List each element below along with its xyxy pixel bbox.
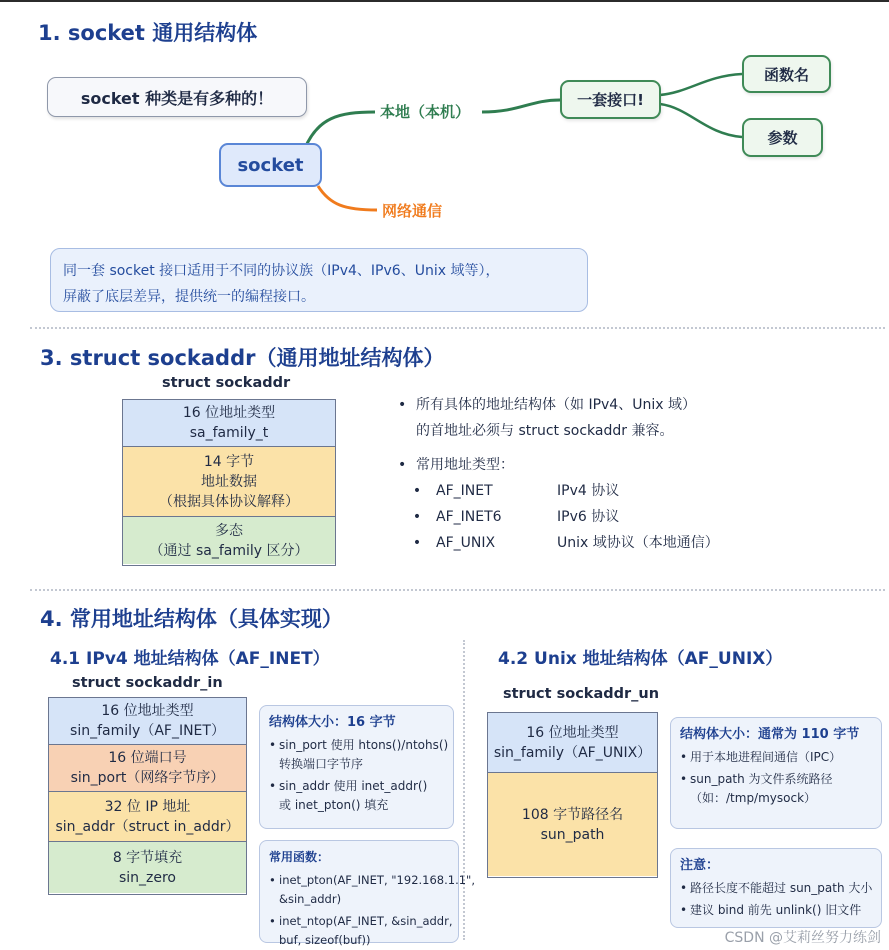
sin-zero-cell	[49, 842, 246, 893]
watermark: CSDN @艾莉丝努力练剑	[724, 930, 881, 946]
type-row-inet6: • AF_INET6 IPv6 协议	[398, 504, 719, 530]
cell-line: 32 位 IP 地址	[104, 798, 191, 815]
item-line: • sin_addr 使用 inet_addr()	[279, 779, 428, 793]
cell-line: sa_family_t	[189, 425, 269, 441]
sockaddr-in-layout	[48, 697, 247, 895]
sockaddr-family-cell	[123, 400, 335, 447]
branch-network-line	[318, 186, 377, 210]
cell-line: 多态	[215, 522, 243, 539]
item-line: （如：/tmp/mysock）	[690, 791, 817, 805]
cell-line: （根据具体协议解释）	[159, 493, 299, 510]
section1-note	[50, 248, 588, 312]
divider-2	[30, 589, 885, 591]
desc-line	[398, 418, 719, 444]
sun-family-cell	[488, 713, 657, 773]
sockaddr-in-struct-name: struct sockaddr_in	[72, 675, 223, 691]
ipv4-function-item	[269, 912, 453, 950]
type-desc: IPv4 协议	[557, 483, 620, 499]
section3-title: 3. struct sockaddr（通用地址结构体）	[40, 346, 445, 370]
note-line-1: 同一套 socket 接口适用于不同的协议族（IPv4、IPv6、Unix 域等），	[63, 263, 500, 279]
item-line: • 路径长度不能超过 sun_path 大小	[690, 881, 873, 895]
type-row-unix: • AF_UNIX Unix 域协议（本地通信）	[398, 530, 719, 556]
types-title-text: 常用地址类型：	[416, 457, 514, 473]
leaf-param-line	[660, 104, 742, 137]
cell-line: 14 字节	[203, 453, 255, 470]
sockaddr-description	[398, 392, 719, 556]
desc-line: • 所有具体的地址结构体（如 IPv4、Unix 域）	[398, 392, 719, 418]
desc-text: 所有具体的地址结构体（如 IPv4、Unix 域）	[416, 397, 696, 413]
cell-line: 16 位端口号	[108, 750, 187, 766]
ipv4-size-title: 结构体大小：16 字节	[269, 715, 396, 730]
cell-line: 地址数据	[201, 473, 257, 490]
cell-line: 16 位地址类型	[182, 405, 276, 421]
cell-line: sun_path	[540, 826, 605, 843]
type-name: AF_INET	[436, 483, 493, 499]
unix-size-title: 结构体大小：通常为 110 字节	[680, 727, 860, 742]
divider-vertical	[463, 640, 465, 940]
ipv4-size-item	[269, 777, 444, 815]
cell-line: sin_family（AF_INET）	[70, 723, 225, 739]
item-line: • inet_pton(AF_INET, "192.168.1.1",	[279, 873, 475, 887]
item-line: • sun_path 为文件系统路径	[690, 772, 833, 786]
item-line: • inet_ntop(AF_INET, &sin_addr,	[279, 914, 453, 928]
unix-note-box	[670, 848, 882, 928]
sockaddr-data-cell	[123, 447, 335, 517]
leaf-parameter: 参数	[742, 118, 823, 157]
sin-addr-cell	[49, 792, 246, 842]
item-line: • sin_port 使用 htons()/ntohs()	[279, 738, 449, 752]
cell-line: sin_zero	[118, 869, 177, 886]
type-name: AF_UNIX	[436, 535, 496, 551]
cell-line: sin_addr（struct in_addr）	[55, 818, 240, 835]
ipv4-size-box	[259, 705, 454, 829]
leaf-function-name: 函数名	[742, 55, 831, 93]
unix-note-item	[680, 901, 872, 920]
unix-note-item	[680, 879, 872, 898]
note-line-2: 屏蔽了底层差异，提供统一的编程接口。	[63, 289, 315, 305]
item-line: 转换端口字节序	[279, 757, 364, 771]
cell-line: sin_port（网络字节序）	[70, 770, 225, 786]
item-line: • 建议 bind 前先 unlink() 旧文件	[690, 903, 862, 917]
unix-size-item	[680, 770, 872, 808]
divider-1	[30, 327, 885, 329]
cell-line: 16 位地址类型	[526, 724, 619, 741]
type-desc: Unix 域协议（本地通信）	[557, 535, 719, 551]
section1-title: 1. socket 通用结构体	[38, 21, 258, 45]
sockaddr-struct-name: struct sockaddr	[162, 375, 291, 391]
type-desc: IPv6 协议	[557, 509, 620, 525]
branch-network-label: 网络通信	[382, 202, 443, 220]
ipv4-function-item	[269, 871, 475, 909]
interface-link-line	[482, 100, 560, 112]
ipv4-functions-box	[259, 840, 475, 947]
type-name: AF_INET6	[436, 509, 502, 525]
ipv4-title: 4.1 IPv4 地址结构体（AF_INET）	[50, 649, 330, 669]
item-line: buf, sizeof(buf))	[279, 933, 371, 947]
interface-node: 一套接口!	[560, 80, 661, 119]
types-title: • 常用地址类型：	[398, 452, 719, 478]
unix-title: 4.2 Unix 地址结构体（AF_UNIX）	[498, 649, 783, 669]
ipv4-size-item	[269, 736, 449, 774]
branch-local-label: 本地（本机）	[380, 103, 471, 121]
desc-text: 的首地址必须与 struct sockaddr 兼容。	[416, 423, 674, 439]
type-row-inet: • AF_INET IPv4 协议	[398, 478, 719, 504]
leaf-fn-line	[660, 74, 742, 95]
item-line: • 用于本地进程间通信（IPC）	[690, 750, 842, 764]
sin-family-cell	[49, 698, 246, 745]
unix-size-box	[670, 717, 882, 829]
item-line: &sin_addr)	[279, 892, 342, 906]
callout-socket-kinds: socket 种类是有多种的！	[47, 77, 307, 117]
item-line: 或 inet_pton() 填充	[279, 798, 389, 812]
sockaddr-polymorphism-cell	[123, 517, 335, 564]
cell-line: （通过 sa_family 区分）	[149, 542, 309, 559]
sockaddr-layout	[122, 399, 336, 566]
sin-port-cell	[49, 745, 246, 792]
sockaddr-un-layout	[487, 712, 658, 878]
section4-title: 4. 常用地址结构体（具体实现）	[40, 607, 343, 631]
sun-path-cell	[488, 773, 657, 876]
sockaddr-un-struct-name: struct sockaddr_un	[503, 686, 660, 702]
cell-line: 8 字节填充	[112, 849, 183, 866]
socket-center-node: socket	[219, 143, 322, 187]
unix-note-title: 注意：	[680, 858, 720, 873]
unix-size-item	[680, 748, 872, 767]
cell-line: 108 字节路径名	[521, 806, 624, 823]
ipv4-functions-title: 常用函数：	[269, 850, 330, 864]
cell-line: sin_family（AF_UNIX）	[493, 744, 652, 761]
cell-line: 16 位地址类型	[101, 703, 194, 719]
